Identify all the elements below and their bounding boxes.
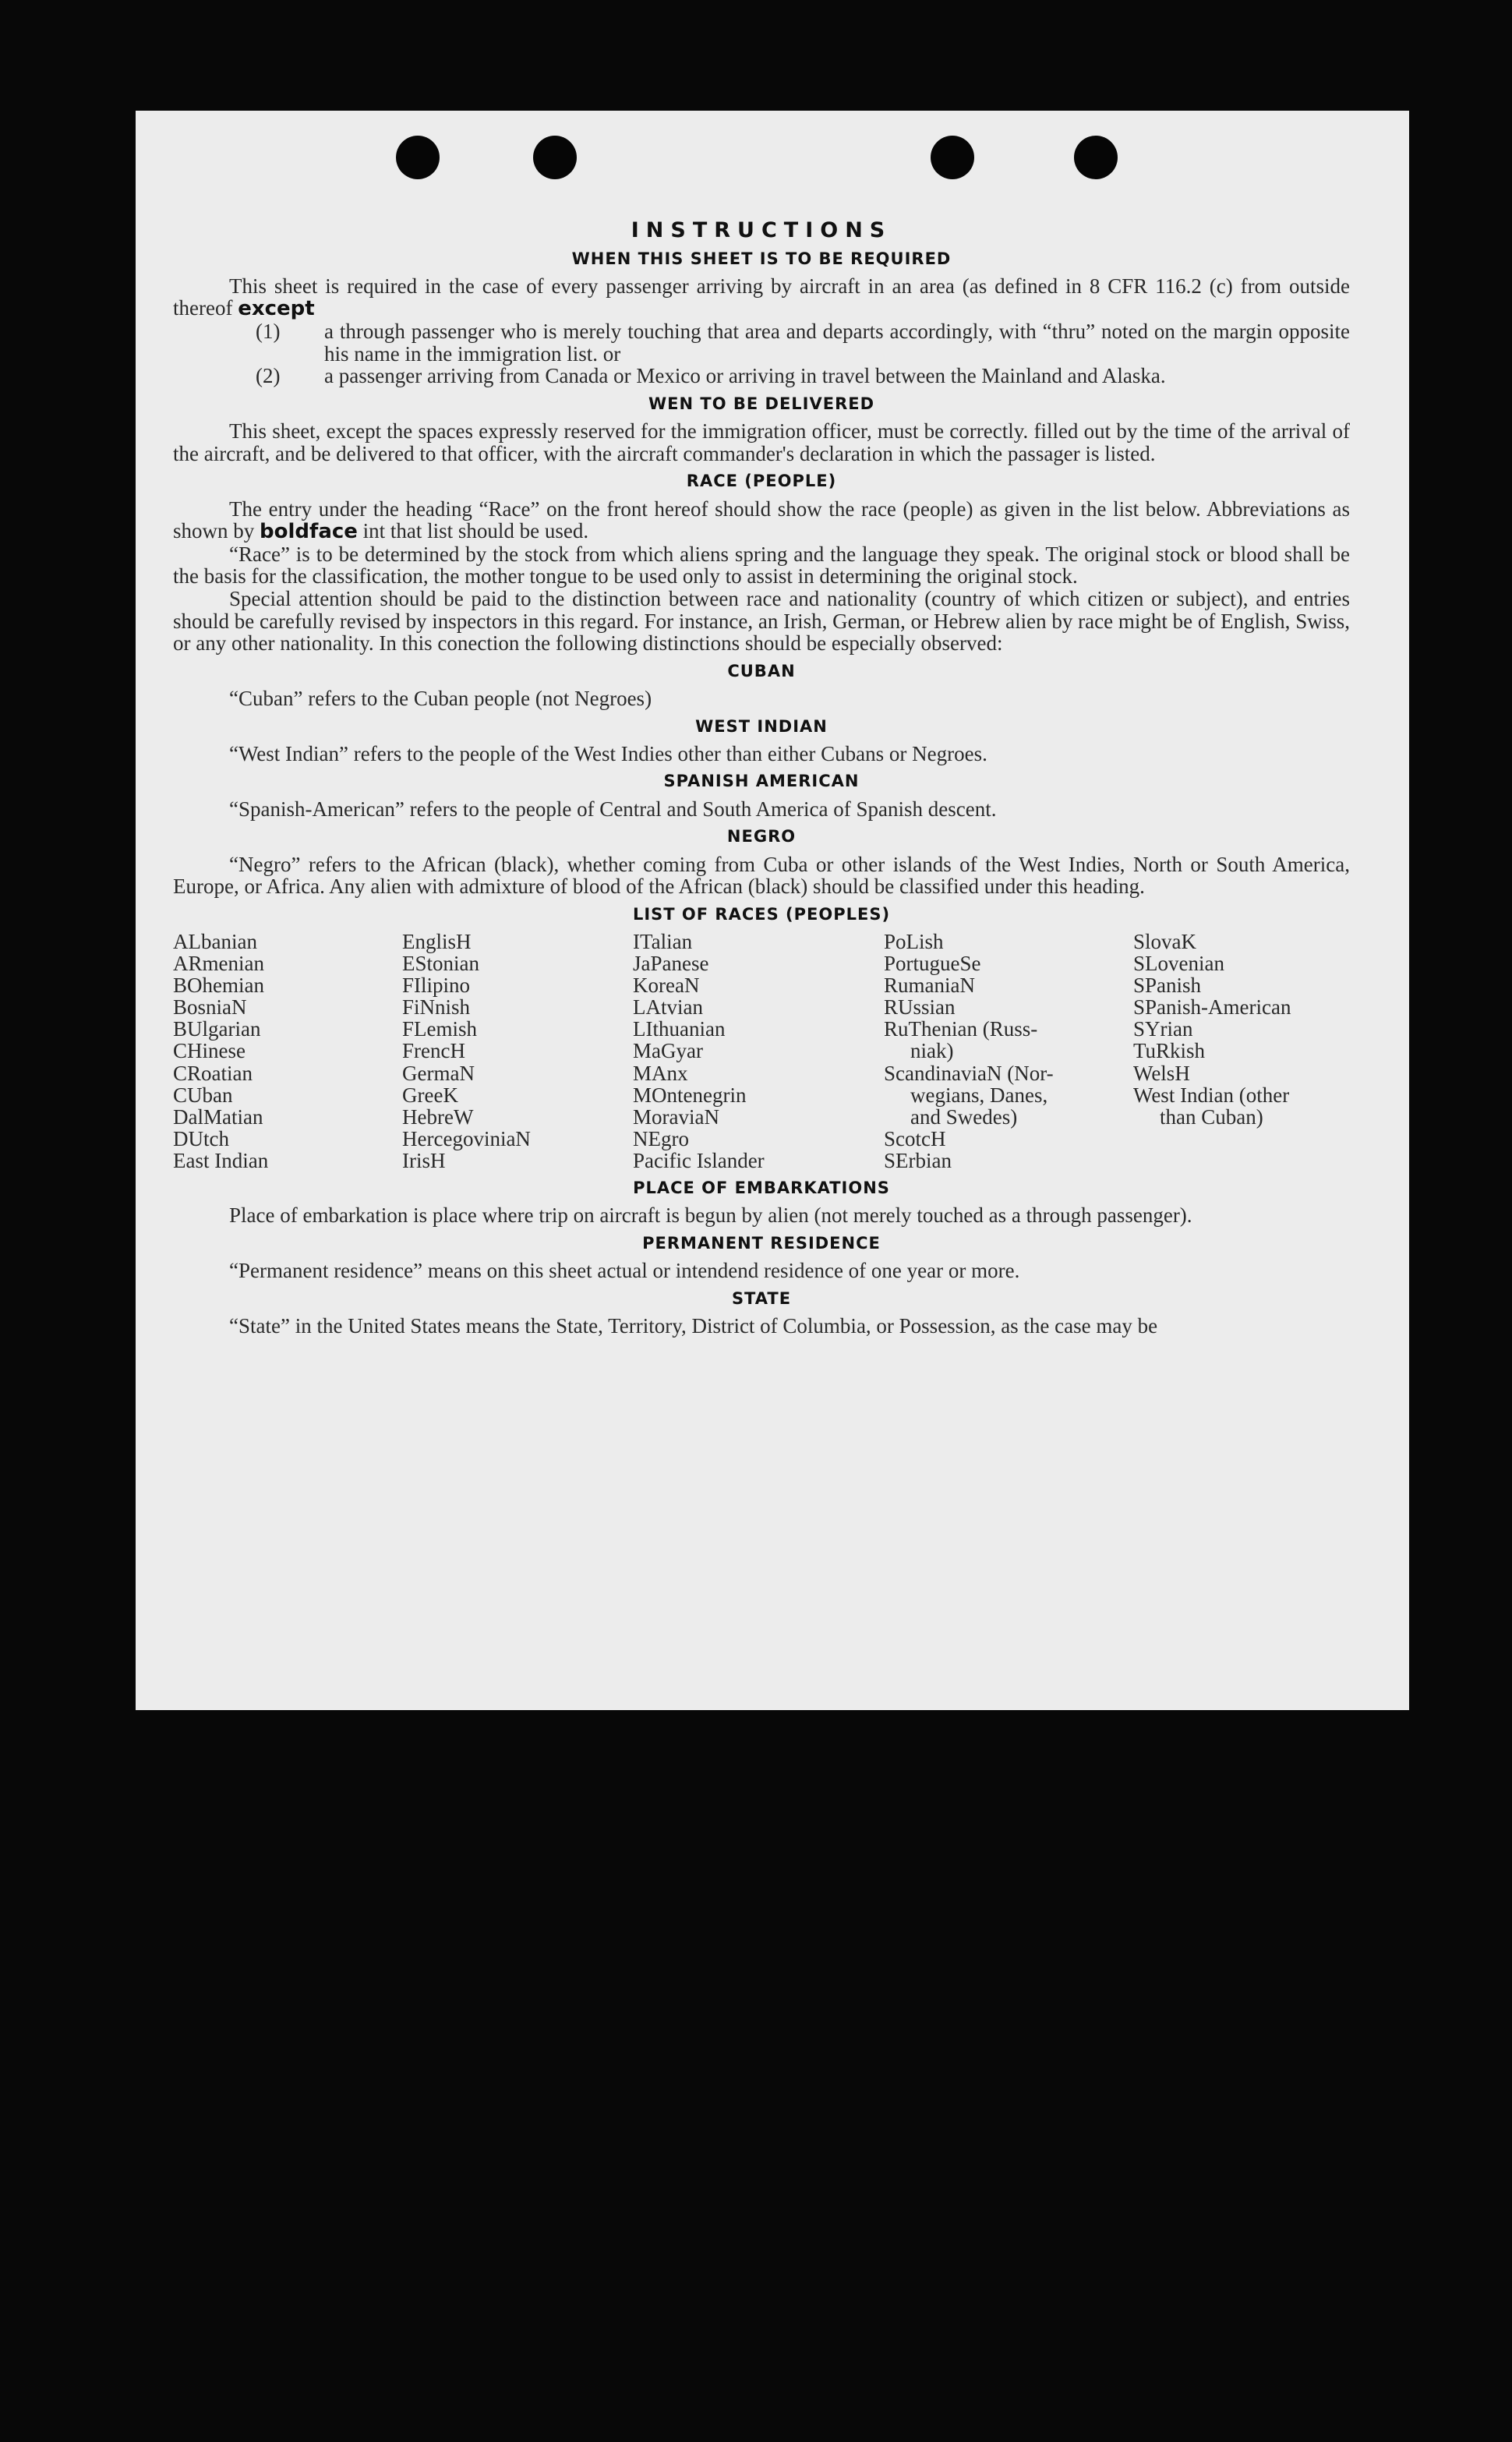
race-entry: GreeK: [402, 1083, 458, 1107]
race-entry: ScandinaviaN (Nor-: [884, 1061, 1054, 1085]
negro-text: “Negro” refers to the African (black), whether coming from Cuba or other islands of the West Indies, North or South America, Europe, or Africa. Any alien with admixture of blood of the African (black) should be classified under this heading.: [173, 852, 1350, 899]
punch-hole: [931, 136, 974, 179]
punch-hole: [533, 136, 577, 179]
race-entry: LAtvian: [633, 995, 703, 1020]
races-column-3: [633, 931, 884, 1172]
race-paragraph-1: The entry under the heading “Race” on the front hereof should show the race (people) as given in the list below. Abbreviations as shown by boldface int that list should be used.: [173, 497, 1350, 544]
document-page: [136, 111, 1409, 1710]
race-entry: SLovenian: [1133, 952, 1224, 976]
race-entry: East Indian: [173, 1148, 269, 1172]
race-entry: RUssian: [884, 995, 956, 1020]
race-entry: BosniaN: [173, 995, 247, 1020]
race-entry: SPanish: [1133, 974, 1202, 998]
embarkation-text: Place of embarkation is place where trip on aircraft is begun by alien (not merely touched as a through passenger).: [229, 1203, 1192, 1228]
punch-hole: [396, 136, 440, 179]
heading-delivered: WEN TO BE DELIVERED: [648, 394, 875, 413]
race-entry: EStonian: [402, 952, 479, 976]
heading-race: RACE (PEOPLE): [686, 472, 837, 491]
race-entry: FiNnish: [402, 995, 471, 1020]
races-column-5: [1133, 931, 1336, 1172]
race-entry: SPanish-American: [1133, 995, 1291, 1020]
race-entry: LIthuanian: [633, 1017, 726, 1041]
race-entry: RuThenian (Russ-: [884, 1017, 1038, 1041]
heading-required: WHEN THIS SHEET IS TO BE REQUIRED: [571, 249, 952, 268]
race-entry: PortugueSe: [884, 952, 981, 976]
race-paragraph-2: “Race” is to be determined by the stock from which aliens spring and the language they speak. The original stock or blood shall be the basis for the classification, the mother tongue to be used only to assist in determining the original stock.: [173, 542, 1350, 588]
races-column-4: [884, 931, 1133, 1172]
races-list: [173, 931, 1350, 1172]
race-entry-continued: than Cuban): [1160, 1104, 1263, 1129]
race-entry: SlovaK: [1133, 930, 1196, 954]
race-entry: IrisH: [402, 1148, 446, 1172]
race-entry: FIlipino: [402, 974, 471, 998]
emphasis-boldface: boldface: [260, 520, 358, 544]
race-entry: PoLish: [884, 930, 944, 954]
race-entry: WelsH: [1133, 1061, 1190, 1085]
race-entry: JaPanese: [633, 952, 709, 976]
race-entry: ALbanian: [173, 930, 257, 954]
race-entry-continued: niak): [910, 1039, 954, 1063]
punch-hole: [1074, 136, 1118, 179]
race-entry: Pacific Islander: [633, 1148, 765, 1172]
race-entry: CUban: [173, 1083, 233, 1107]
heading-negro: NEGRO: [726, 827, 797, 846]
race-entry: BUlgarian: [173, 1017, 261, 1041]
heading-spanish-american: SPANISH AMERICAN: [663, 772, 860, 791]
required-item-2: (2) a passenger arriving from Canada or Mexico or arriving in travel between the Mainland and Alaska.: [256, 364, 1166, 388]
race-entry: DalMatian: [173, 1104, 263, 1129]
race-entry: HercegoviniaN: [402, 1126, 531, 1150]
race-entry: ScotcH: [884, 1126, 946, 1150]
spanish-american-text: “Spanish-American” refers to the people of Central and South America of Spanish descent.: [229, 797, 997, 821]
race-paragraph-3: Special attention should be paid to the distinction between race and nationality (country of which citizen or subject), and entries should be carefully revised by inspectors in this regard. For instance, an Irish, German, or Hebrew alien by race might be of English, Swiss, or any other nationality. In this conection the following distinctions should be especially observed:: [173, 586, 1350, 656]
race-entry: NEgro: [633, 1126, 689, 1150]
race-entry: GermaN: [402, 1061, 475, 1085]
emphasis-except: except: [238, 297, 315, 321]
race-entry: BOhemian: [173, 974, 264, 998]
race-entry: CHinese: [173, 1039, 246, 1063]
race-entry: MoraviaN: [633, 1104, 719, 1129]
heading-permanent-residence: PERMANENT RESIDENCE: [642, 1233, 881, 1253]
cuban-text: “Cuban” refers to the Cuban people (not Negroes): [229, 687, 652, 711]
race-entry: DUtch: [173, 1126, 229, 1150]
races-column-1: [173, 931, 402, 1172]
race-entry-continued: wegians, Danes,: [910, 1083, 1048, 1107]
race-entry: MaGyar: [633, 1039, 703, 1063]
west-indian-text: “West Indian” refers to the people of the West Indies other than either Cubans or Negroes.: [229, 741, 987, 765]
state-text: “State” in the United States means the State, Territory, District of Columbia, or Possession, as the case may be: [229, 1313, 1158, 1338]
heading-west-indian: WEST INDIAN: [695, 716, 828, 736]
race-entry: TuRkish: [1133, 1039, 1206, 1063]
race-entry: RumaniaN: [884, 974, 975, 998]
heading-cuban: CUBAN: [727, 661, 796, 680]
race-entry: CRoatian: [173, 1061, 253, 1085]
race-entry: MAnx: [633, 1061, 688, 1085]
race-entry: EnglisH: [402, 930, 472, 954]
race-entry: FrencH: [402, 1039, 465, 1063]
heading-state: STATE: [731, 1288, 792, 1308]
residence-text: “Permanent residence” means on this sheet actual or intendend residence of one year or more.: [229, 1259, 1020, 1283]
races-column-2: [402, 931, 633, 1172]
required-text: This sheet is required in the case of every passenger arriving by aircraft in an area (as defined in 8 CFR 116.2 (c) from outside thereof except: [173, 274, 1350, 321]
race-entry: ITalian: [633, 930, 693, 954]
race-entry: HebreW: [402, 1104, 474, 1129]
heading-embarkation: PLACE OF EMBARKATIONS: [633, 1178, 890, 1197]
heading-list-of-races: LIST OF RACES (PEOPLES): [632, 904, 891, 924]
delivered-text: This sheet, except the spaces expressly reserved for the immigration officer, must be correctly. filled out by the time of the arrival of the aircraft, and be delivered to that officer, with the aircraft commander's declaration in which the passager is listed.: [173, 419, 1350, 465]
page-title: INSTRUCTIONS: [631, 218, 892, 242]
required-item-1: (1) a through passenger who is merely touching that area and departs accordingly, with “thru” noted on the margin opposite his name in the immigration list. or: [256, 320, 1350, 366]
race-entry: KoreaN: [633, 974, 700, 998]
race-entry: SErbian: [884, 1148, 952, 1172]
race-entry: West Indian (other: [1133, 1083, 1290, 1107]
race-entry: ARmenian: [173, 952, 264, 976]
race-entry: SYrian: [1133, 1017, 1193, 1041]
race-entry: MOntenegrin: [633, 1083, 747, 1107]
race-entry-continued: and Swedes): [910, 1104, 1018, 1129]
race-entry: FLemish: [402, 1017, 478, 1041]
